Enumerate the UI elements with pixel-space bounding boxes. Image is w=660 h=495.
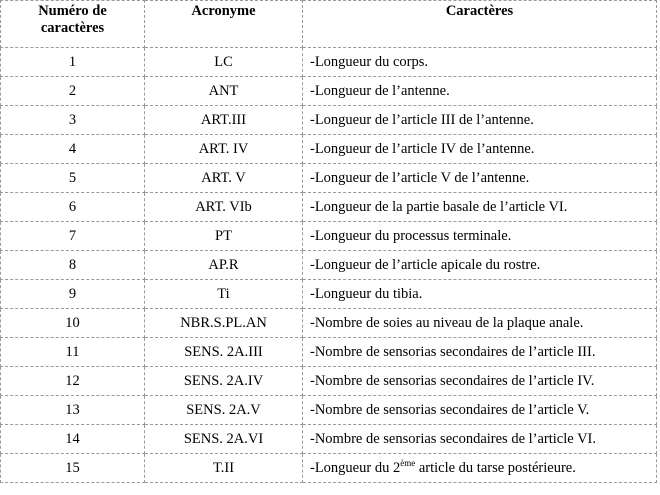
header-row [1,1,657,48]
table-row [1,48,657,77]
cell-description [303,454,657,483]
description-suffix: article du tarse postérieure. [415,459,576,476]
cell-description: -Longueur du corps. [303,48,657,77]
cell-description: -Longueur de la partie basale de l’article VI. [303,193,657,222]
cell-number: 7 [1,222,145,251]
cell-acronym: SENS. 2A.VI [145,425,303,454]
cell-description: -Longueur de l’article apicale du rostre. [303,251,657,280]
cell-number: 5 [1,164,145,193]
cell-number: 10 [1,309,145,338]
description-superscript: ème [400,457,416,468]
table-row [1,425,657,454]
cell-description: -Nombre de soies au niveau de la plaque anale. [303,309,657,338]
cell-acronym: PT [145,222,303,251]
cell-acronym: ART. V [145,164,303,193]
table-row [1,135,657,164]
header-number: Numéro de caractères [1,1,145,48]
cell-acronym: SENS. 2A.III [145,338,303,367]
cell-acronym: T.II [145,454,303,483]
cell-number: 4 [1,135,145,164]
cell-description: -Nombre de sensorias secondaires de l’article IV. [303,367,657,396]
cell-acronym: LC [145,48,303,77]
cell-number: 9 [1,280,145,309]
cell-acronym: SENS. 2A.IV [145,367,303,396]
cell-description: -Longueur de l’article V de l’antenne. [303,164,657,193]
cell-number: 3 [1,106,145,135]
cell-acronym: ART.III [145,106,303,135]
cell-description: -Nombre de sensorias secondaires de l’article V. [303,396,657,425]
cell-number: 11 [1,338,145,367]
header-acronym: Acronyme [145,1,303,48]
table-row [1,77,657,106]
cell-acronym: ANT [145,77,303,106]
header-characters: Caractères [303,1,657,48]
cell-description: -Longueur de l’article III de l’antenne. [303,106,657,135]
table-row [1,309,657,338]
table-row [1,251,657,280]
cell-number: 15 [1,454,145,483]
table-row [1,222,657,251]
cell-acronym: NBR.S.PL.AN [145,309,303,338]
cell-acronym: SENS. 2A.V [145,396,303,425]
cell-number: 2 [1,77,145,106]
table-row [1,338,657,367]
table-row [1,454,657,483]
cell-acronym: ART. VIb [145,193,303,222]
table-row [1,106,657,135]
description-prefix: -Longueur du 2 [310,459,401,476]
cell-acronym: AP.R [145,251,303,280]
cell-number: 14 [1,425,145,454]
cell-acronym: Ti [145,280,303,309]
cell-description: -Longueur du processus terminale. [303,222,657,251]
cell-number: 12 [1,367,145,396]
cell-number: 1 [1,48,145,77]
cell-acronym: ART. IV [145,135,303,164]
cell-number: 13 [1,396,145,425]
table-row [1,280,657,309]
cell-number: 6 [1,193,145,222]
cell-number: 8 [1,251,145,280]
table-row [1,367,657,396]
table-row [1,193,657,222]
cell-description: -Nombre de sensorias secondaires de l’article VI. [303,425,657,454]
cell-description: -Longueur de l’article IV de l’antenne. [303,135,657,164]
cell-description: -Longueur du tibia. [303,280,657,309]
cell-description: -Nombre de sensorias secondaires de l’article III. [303,338,657,367]
table-row [1,164,657,193]
cell-description: -Longueur de l’antenne. [303,77,657,106]
table-row [1,396,657,425]
